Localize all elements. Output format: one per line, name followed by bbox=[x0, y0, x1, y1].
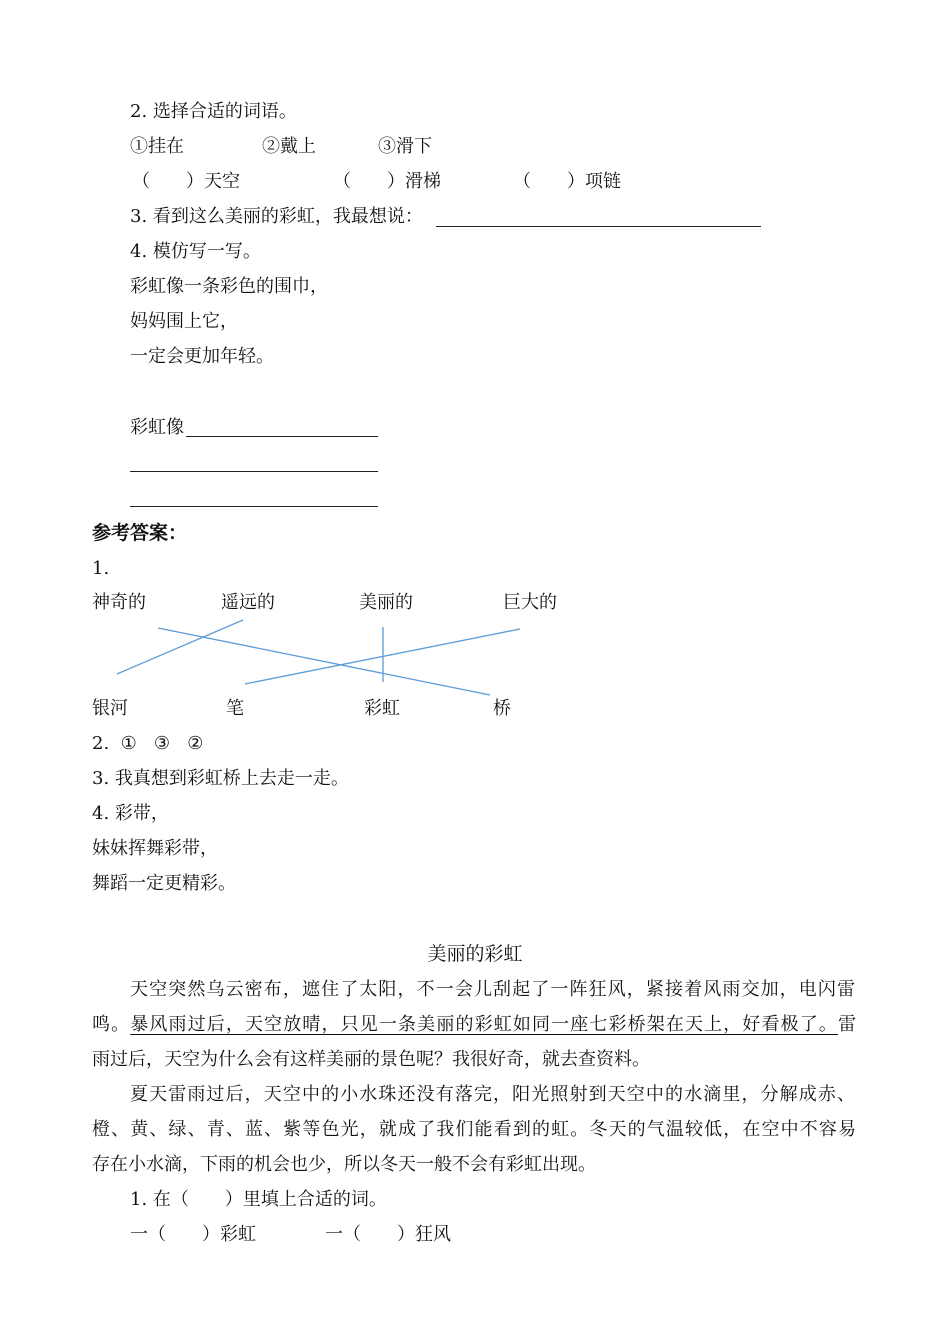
answer-3: 3. 我真想到彩虹桥上去走一走。 bbox=[92, 768, 349, 789]
p1-l2-tail: 雷 bbox=[838, 1014, 857, 1035]
option-1: ①挂在 bbox=[130, 136, 184, 157]
blank-caihong[interactable]: 一（ ）彩虹 bbox=[130, 1224, 256, 1245]
option-3: ③滑下 bbox=[378, 136, 432, 157]
answer-4-line-1: 4. 彩带， bbox=[92, 803, 169, 824]
passage-p1-line-3: 雨过后，天空为什么会有这样美丽的景色呢？我很好奇，就去查资料。 bbox=[92, 1049, 650, 1070]
match-line-1 bbox=[158, 628, 490, 695]
fill-prefix: 彩虹像 bbox=[130, 417, 184, 438]
option-2: ②戴上 bbox=[262, 136, 316, 157]
answers-heading: 参考答案： bbox=[92, 522, 188, 544]
model-line-1: 彩虹像一条彩色的围巾， bbox=[130, 276, 328, 297]
answer-4-line-3: 舞蹈一定更精彩。 bbox=[92, 873, 236, 894]
bottom-word-4: 桥 bbox=[493, 698, 511, 719]
bottom-word-3: 彩虹 bbox=[364, 698, 400, 719]
passage-question-1: 1. 在（ ）里填上合适的词。 bbox=[130, 1189, 387, 1210]
blank-kuangfeng[interactable]: 一（ ）狂风 bbox=[325, 1224, 451, 1245]
passage-p1-line-2 bbox=[92, 1013, 856, 1037]
passage-p2-line-1: 夏天雷雨过后，天空中的小水珠还没有落完，阳光照射到天空中的水滴里，分解成赤、 bbox=[130, 1084, 855, 1105]
bottom-word-2: 笔 bbox=[226, 698, 244, 719]
p1-l2-plain: 鸣。 bbox=[92, 1014, 131, 1035]
top-word-1: 神奇的 bbox=[92, 592, 146, 613]
answer-2: 2. ① ③ ② bbox=[92, 733, 204, 754]
blank-xianglian[interactable]: （ ）项链 bbox=[513, 171, 621, 192]
model-line-2: 妈妈围上它， bbox=[130, 311, 238, 332]
passage-title: 美丽的彩虹 bbox=[427, 943, 523, 965]
passage-p2-line-2: 橙、黄、绿、青、蓝、紫等色光，就成了我们能看到的虹。冬天的气温较低，在空中不容易 bbox=[92, 1119, 856, 1140]
answer-1-label: 1. bbox=[92, 558, 110, 579]
answer-4-line-2: 妹妹挥舞彩带， bbox=[92, 838, 218, 859]
top-word-4: 巨大的 bbox=[503, 592, 557, 613]
exercise-2-title: 2. 选择合适的词语。 bbox=[130, 101, 297, 122]
underlined-sentence: 暴风雨过后，天空放晴，只见一条美丽的彩虹如同一座七彩桥架在天上，好看极了。 bbox=[130, 1014, 839, 1035]
passage-p1-line-1: 天空突然乌云密布，遮住了太阳，不一会儿刮起了一阵狂风，紧接着风雨交加，电闪雷 bbox=[130, 979, 855, 1000]
top-word-3: 美丽的 bbox=[359, 592, 413, 613]
exercise-4-title: 4. 模仿写一写。 bbox=[130, 241, 261, 262]
exercise-3-prompt: 3. 看到这么美丽的彩虹，我最想说： bbox=[130, 206, 423, 227]
bottom-word-1: 银河 bbox=[92, 698, 128, 719]
model-line-3: 一定会更加年轻。 bbox=[130, 346, 274, 367]
blank-huati[interactable]: （ ）滑梯 bbox=[333, 171, 441, 192]
blank-tiankong[interactable]: （ ）天空 bbox=[132, 171, 240, 192]
passage-p2-line-3: 存在小水滴，下雨的机会也少，所以冬天一般不会有彩虹出现。 bbox=[92, 1154, 596, 1175]
top-word-2: 遥远的 bbox=[221, 592, 275, 613]
match-line-2 bbox=[117, 620, 243, 674]
